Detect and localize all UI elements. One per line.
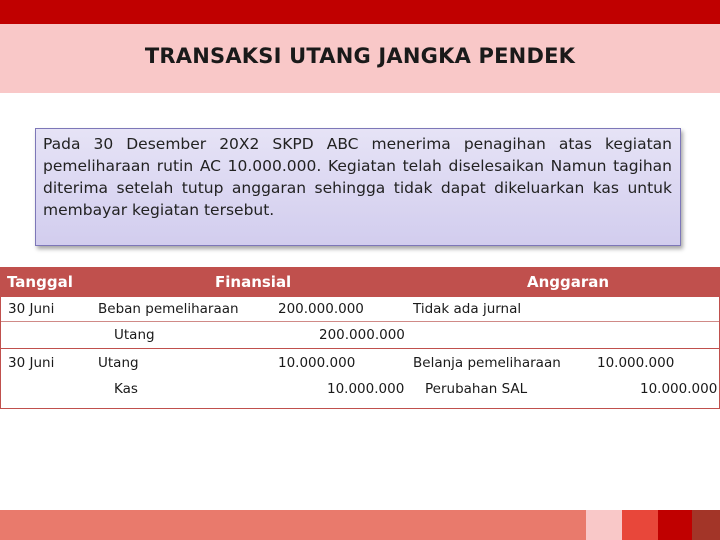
table-cell-fin-account: Beban pemeliharaan xyxy=(98,301,239,317)
footer-block-darkred xyxy=(658,510,692,540)
table-cell-fin-debit: 200.000.000 xyxy=(278,301,364,317)
footer-block-brown xyxy=(692,510,720,540)
table-cell-fin-debit: 10.000.000 xyxy=(278,355,356,371)
table-cell-fin-credit: 10.000.000 xyxy=(327,381,405,397)
row-divider xyxy=(1,321,719,322)
table-cell-fin-credit: 200.000.000 xyxy=(319,327,405,343)
journal-table xyxy=(0,267,720,409)
table-cell-fin-account: Kas xyxy=(114,381,138,397)
table-cell-ang-account: Tidak ada jurnal xyxy=(413,301,522,317)
table-header xyxy=(0,267,720,297)
footer-bar xyxy=(0,510,720,540)
table-cell-fin-account: Utang xyxy=(98,355,139,371)
table-cell-date: 30 Juni xyxy=(8,301,55,317)
table-body xyxy=(0,297,720,409)
table-cell-ang-account: Belanja pemeliharaan xyxy=(413,355,561,371)
table-cell-ang-credit: 10.000.000 xyxy=(640,381,718,397)
header-finansial: Finansial xyxy=(215,273,292,291)
table-cell-ang-debit: 10.000.000 xyxy=(597,355,675,371)
table-cell-ang-account: Perubahan SAL xyxy=(425,381,528,397)
header-anggaran: Anggaran xyxy=(527,273,610,291)
footer-block-red xyxy=(622,510,658,540)
table-cell-fin-account: Utang xyxy=(114,327,155,343)
footer-block-pink xyxy=(586,510,622,540)
slide-title: TRANSAKSI UTANG JANGKA PENDEK xyxy=(144,44,576,68)
top-accent-bar xyxy=(0,0,720,24)
table-cell-date: 30 Juni xyxy=(8,355,55,371)
group-divider xyxy=(1,348,719,349)
header-tanggal: Tanggal xyxy=(7,273,73,291)
description-box: Pada 30 Desember 20X2 SKPD ABC menerima penagihan atas kegiatan pemeliharaan rutin AC 10.000.000. Kegiatan telah diselesaikan Namun tagihan diterima setelah tutup anggaran sehingga tidak dapat dikeluarkan kas untuk membayar kegiatan tersebut. xyxy=(35,128,681,246)
